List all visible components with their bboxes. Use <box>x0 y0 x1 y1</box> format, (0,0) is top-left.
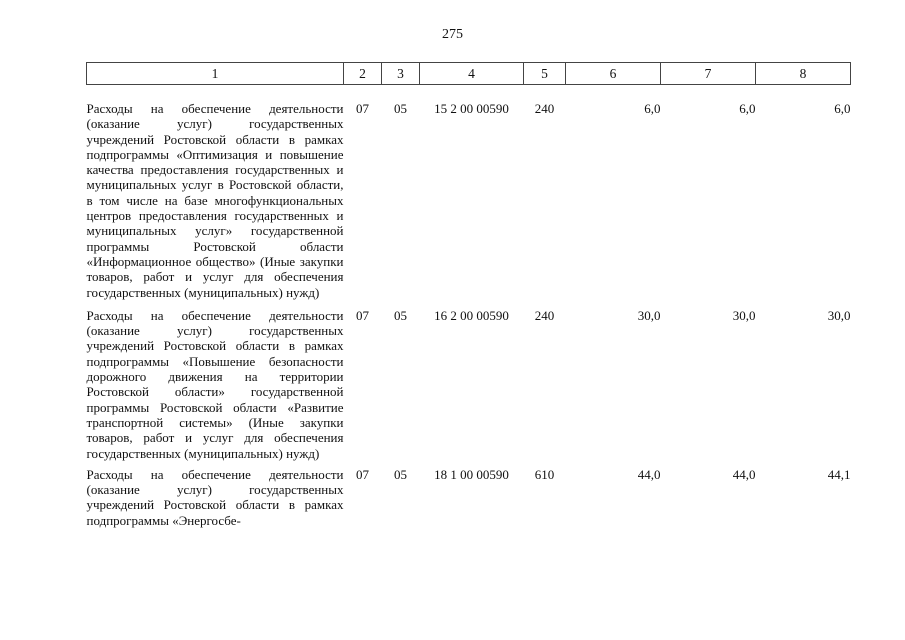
row-amount-2: 44,0 <box>732 466 756 482</box>
row-target-item: 16 2 00 00590 <box>434 307 509 323</box>
row-amount-2: 6,0 <box>739 101 756 116</box>
row-subsection: 05 <box>394 307 407 323</box>
column-header-7: 7 <box>661 63 756 85</box>
row-description: Расходы на обеспечение деятельности (оказание услуг) государственных учреждений Ростовской области в рамках подпрограммы «Энергосбе- <box>86 466 344 528</box>
table-row <box>87 85 851 308</box>
row-amount-3: 44,1 <box>827 466 851 482</box>
row-description: Расходы на обеспечение деятельности (оказание услуг) государственных учреждений Ростовской области в рамках подпрограммы «Повышение безопасности дорожного движения на территории Ростовской области» государственной программы Ростовской области «Развитие транспортной системы» (Иные закупки товаров, работ и услуг для обеспечения государственных (муниципальных) нужд) <box>86 307 344 461</box>
row-amount-1: 30,0 <box>637 307 661 323</box>
row-amount-1: 6,0 <box>644 101 661 116</box>
row-section: 07 <box>356 307 369 323</box>
row-expense-type: 240 <box>534 101 555 116</box>
row-subsection: 05 <box>394 466 407 482</box>
row-expense-type: 240 <box>534 307 555 323</box>
row-amount-3: 6,0 <box>834 101 851 116</box>
column-header-5: 5 <box>524 63 566 85</box>
table-header-row <box>87 63 851 85</box>
page-number: 275 <box>442 27 463 42</box>
column-header-2: 2 <box>344 63 382 85</box>
column-header-4: 4 <box>420 63 524 85</box>
table-row <box>87 308 851 467</box>
column-header-1: 1 <box>87 63 344 85</box>
row-description: Расходы на обеспечение деятельности (оказание услуг) государственных учреждений Ростовской области в рамках подпрограммы «Оптимизация и повышение качества предоставления государственных и муниципальных услуг в Ростовской области, в том числе на базе многофункциональных центров предоставления государственных и муниципальных услуг» государственной программы Ростовской области «Информационное общество» (Иные закупки товаров, работ и услуг для обеспечения государственных (муниципальных) нужд) <box>86 101 344 300</box>
row-subsection: 05 <box>394 101 407 116</box>
row-target-item: 18 1 00 00590 <box>434 466 509 482</box>
row-section: 07 <box>356 466 369 482</box>
row-section: 07 <box>356 101 369 116</box>
budget-table <box>86 62 851 528</box>
column-header-8: 8 <box>756 63 851 85</box>
row-expense-type: 610 <box>534 466 555 482</box>
row-amount-1: 44,0 <box>637 466 661 482</box>
row-amount-2: 30,0 <box>732 307 756 323</box>
row-target-item: 15 2 00 00590 <box>434 101 509 116</box>
column-header-3: 3 <box>382 63 420 85</box>
column-header-6: 6 <box>566 63 661 85</box>
row-amount-3: 30,0 <box>827 307 851 323</box>
table-row <box>87 467 851 528</box>
